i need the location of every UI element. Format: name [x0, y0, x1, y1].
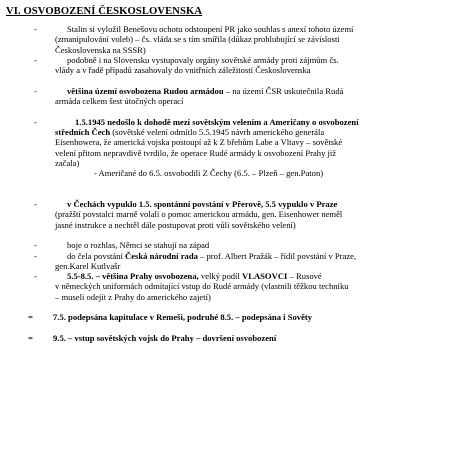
bullet-marker: -: [34, 199, 37, 210]
text-line: Eisenhowera, že americká vojska postoupí až k Z břehům Labe a Vltavy – sovětské: [55, 137, 343, 148]
text-line: [55, 86, 443, 96]
sub-item-americane: - Američané do 6.5. osvobodili Z Čechy (6.5. – Plzeň – gen.Paton): [94, 168, 324, 179]
text-line: [55, 251, 443, 261]
equals-marker: =: [28, 332, 33, 343]
bold-text: v Čechách vypuklo 1.5. spontánní povstání v Přerově, 5.5 vypuklo v Praze: [67, 199, 338, 210]
text-line: gen.Karel Kutlvašr: [55, 260, 121, 271]
bullet-marker: -: [34, 250, 37, 261]
text-line: vlády a v řadě případů zasahovaly do vnitřních záležitostí Československa: [55, 65, 311, 76]
bold-text: VLASOVCI: [242, 271, 288, 282]
text: – prof. Albert Pražák – řídil povstání v Praze,: [197, 250, 357, 261]
text-line: v německých uniformách odmítající vstup do Rudé armády (vlastnili těžkou techniku: [55, 281, 349, 292]
text-line: [55, 55, 443, 65]
list-item-vlasovci: [6, 271, 443, 302]
list-item-slovensko: [6, 55, 443, 76]
text-line: [55, 127, 443, 137]
text-line: – museli odejít z Prahy do amerického zajetí): [55, 291, 211, 302]
bullet-marker: -: [34, 240, 37, 251]
list-item-cnr: [6, 251, 443, 272]
spacer: [6, 178, 443, 188]
spacer: [6, 302, 443, 312]
text-line: [55, 240, 443, 250]
spacer: [6, 230, 443, 240]
text-line: (pražští povstalci marně volali o pomoc americkou armádu, gen. Eisenhower neměl: [55, 209, 343, 220]
bold-text: většina území osvobozena Rudou armádou: [67, 85, 224, 96]
list-item-vstup-vojsk: [6, 333, 443, 343]
list-item-kapitulace: [6, 312, 443, 322]
text-line: [55, 199, 443, 209]
bullet-marker: -: [34, 116, 37, 127]
text-line: jasné instrukce a nechtěl dále postupovat proti vůli sovětského velení): [55, 219, 296, 230]
page-title: VI. OSVOBOZENÍ ČESKOSLOVENSKA: [6, 6, 203, 17]
spacer: [6, 106, 443, 116]
bold-text: 1.5.1945 nedošlo k dohodě mezi sovětským velením a Američany o osvobození: [75, 116, 359, 127]
spacer: [6, 189, 443, 199]
text-line: (zmanipulování voleb) – čs. vláda se s tím smířila (důkaz prohlubující se závislosti: [55, 34, 340, 45]
list-item-rozhlas: [6, 240, 443, 250]
text-line: Československa na SSSR): [55, 44, 146, 55]
text-line: armáda celkem šest útočných operací: [55, 96, 184, 107]
text-line: [55, 117, 443, 127]
text-line: [53, 312, 443, 322]
bullet-marker: -: [34, 54, 37, 65]
text: velký podíl: [198, 271, 242, 282]
text: – Rusové: [287, 271, 322, 282]
bullet-marker: -: [34, 24, 37, 34]
text-line: velení přitom nepravdivě tvrdilo, že operace Rudé armády k osvobození Prahy již: [55, 147, 337, 158]
text: podobně i na Slovensku vystupovaly orgány sovětské armády proti zájmům čs.: [67, 54, 339, 65]
list-item-rudou-armadou: [6, 86, 443, 107]
bold-text: středních Čech: [55, 126, 111, 137]
bold-text: 5.5-8.5. – většina Prahy osvobozena,: [67, 271, 199, 282]
list-item-povstani: [6, 199, 443, 230]
list-item-1-5-1945: [6, 117, 443, 168]
equals-marker: =: [28, 312, 33, 323]
bold-text: Česká národní rada: [125, 250, 198, 261]
text-line: [53, 333, 443, 343]
bullet-marker: -: [34, 85, 37, 96]
bullet-marker: -: [34, 271, 37, 282]
text: – na území ČSR uskutečnila Rudá: [223, 85, 344, 96]
spacer: [6, 323, 443, 333]
text-line: [55, 271, 443, 281]
text: boje o rozhlas, Němci se stahují na západ: [67, 240, 210, 251]
bold-text: 9.5. – vstup sovětských vojsk do Prahy – dovršení osvobození: [53, 332, 277, 343]
text-line: [55, 24, 443, 34]
text: Stalin si vyložil Benešovu ochotu odstoupení PR jako souhlas s anexí tohoto území: [67, 24, 354, 34]
spacer: [6, 75, 443, 85]
text: (sovětské velení odmítlo 5.5.1945 návrh amerického generála: [110, 126, 325, 137]
text-line: začala): [55, 157, 80, 168]
text: do čela povstání: [67, 250, 125, 261]
list-item-stalin: [6, 24, 443, 55]
bold-text: 7.5. podepsána kapitulace v Remeši, podruhé 8.5. – podepsána i Sověty: [53, 312, 313, 323]
